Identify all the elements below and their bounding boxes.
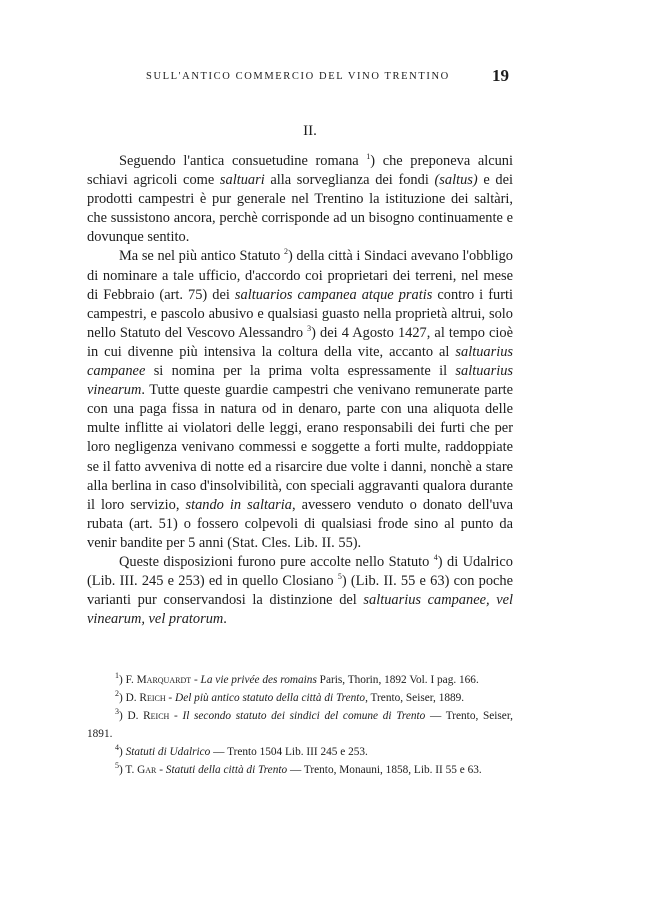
- footnote-ref: 3: [115, 707, 119, 717]
- text-run: ) D.: [119, 692, 140, 705]
- footnote: [87, 707, 513, 743]
- paragraph: [87, 247, 513, 553]
- italic-text: stando in saltaria: [185, 496, 292, 513]
- page-number: 19: [492, 66, 509, 85]
- italic-text: saltuarius campanee: [87, 343, 513, 380]
- paragraph: [87, 152, 513, 247]
- italic-text: Statuti della città di Trento: [165, 764, 288, 777]
- running-head: SULL'ANTICO COMMERCIO DEL VINO TRENTINO: [146, 71, 450, 82]
- author-name: Marquardt: [136, 674, 192, 686]
- text-run: -: [156, 764, 166, 777]
- footnote-ref: 1: [115, 671, 119, 681]
- text-run: — Trento 1504 Lib. III 245 e 253.: [210, 746, 368, 759]
- text-run: ) F.: [119, 674, 137, 686]
- text-run: si nomina per la prima volta espressamente il: [145, 363, 456, 380]
- italic-text: La vie privée des romains: [200, 674, 317, 686]
- text-run: ) di Udalrico (Lib. III. 245 e 253) ed in quello Closiano: [87, 553, 513, 590]
- text-run: Queste disposizioni furono pure accolte nello Statuto: [119, 553, 434, 570]
- text-run: Paris, Thorin, 1892 Vol. I pag. 166.: [316, 674, 479, 686]
- footnote-ref: 4: [433, 553, 438, 563]
- text-run: ) D.: [119, 710, 144, 723]
- text-run: e dei prodotti campestri è pur generale nel Trentino la istituzione dei saltàri, che sussistono ancora, perchè corrisponde ad un bisogno continuamente e dovunque sentito.: [87, 172, 514, 246]
- text-run: , Trento, Seiser, 1889.: [365, 692, 465, 705]
- footnote-ref: 2: [115, 689, 119, 699]
- italic-text: Del più antico statuto della città di Trento: [175, 692, 366, 705]
- text-run: — Trento, Seiser, 1891.: [87, 710, 513, 741]
- footnote-ref: 5: [115, 761, 119, 771]
- author-name: Reich: [139, 692, 166, 705]
- footnote-ref: 1: [366, 152, 371, 162]
- author-name: Reich: [143, 710, 170, 723]
- text-run: ) T.: [119, 764, 138, 777]
- footnote: [87, 761, 513, 779]
- text-run: Seguendo l'antica consuetudine romana: [119, 153, 367, 169]
- italic-text: Il secondo statuto dei sindici del comune di Trento: [182, 710, 426, 723]
- footnote-ref: 4: [115, 743, 119, 753]
- italic-text: Statuti di Udalrico: [125, 746, 211, 759]
- text-run: ) che preponeva alcuni schiavi agricoli come: [87, 153, 514, 189]
- italic-text: saltuarius vinearum: [87, 363, 513, 399]
- footnote-ref: 5: [337, 572, 342, 582]
- footnotes: [87, 671, 513, 780]
- italic-text: saltuarios campanea atque pratis: [234, 286, 433, 303]
- paragraph: [87, 553, 513, 629]
- author-name: Gar: [137, 764, 157, 777]
- footnote-ref: 2: [283, 247, 288, 257]
- text-run: Ma se nel più antico Statuto: [119, 248, 284, 265]
- italic-text: (saltus): [434, 172, 478, 189]
- body-text: [87, 152, 513, 629]
- text-run: -: [191, 674, 201, 686]
- text-run: ) (Lib. II. 55 e 63) con poche varianti pur conservandosi la distinzione del: [87, 573, 513, 609]
- text-run: .: [223, 611, 227, 628]
- italic-text: saltuarius campanee, vel vinearum, vel pratorum: [87, 592, 513, 628]
- text-run: . Tutte queste guardie campestri che venivano remunerate parte con una paga fissa in natura od in denaro, parte con una aliquota delle multe inflitte ai violatori delle leggi, erano responsabili dei furti che per loro negligenza venivano commessi e soggette a forti multe, raddoppiate se il fatto avveniva di notte ed a risarcire due volte i danni, nonchè a stare alla berlina in caso d'insolvibilità, con speciali aggravanti qualora durante il loro servizio,: [87, 382, 513, 513]
- text-run: ) dei 4 Agosto 1427, al tempo cioè in cui divenne più intensiva la coltura della vite, accanto al: [87, 324, 513, 360]
- text-run: -: [169, 710, 183, 723]
- footnote-ref: 3: [307, 324, 312, 334]
- text-run: -: [165, 692, 176, 705]
- text-run: ) della città i Sindaci avevano l'obbligo di nominare a tale ufficio, d'accordo coi proprietari dei terreni, nel mese di Febbraio (art. 75) dei: [87, 248, 513, 303]
- text-run: — Trento, Monauni, 1858, Lib. II 55 e 63.: [287, 764, 482, 777]
- text-run: ): [119, 746, 126, 759]
- italic-text: saltuari: [219, 172, 265, 189]
- footnote: [87, 671, 513, 689]
- text-run: contro i furti campestri, e pascolo abusivo e qualsiasi guasto nella proprietà altrui, solo nello Statuto del Vescovo Alessandro: [87, 286, 513, 341]
- text-run: , avessero venduto o donato dell'uva rubata (art. 51) o fossero colpevoli di qualsiasi frode sino al punto da venir bandite per 5 anni (Stat. Cles. Lib. II. 55).: [87, 496, 513, 551]
- section-heading: II.: [303, 123, 317, 139]
- footnote: [87, 689, 513, 707]
- text-run: alla sorveglianza dei fondi: [264, 172, 435, 189]
- footnote: [87, 743, 513, 761]
